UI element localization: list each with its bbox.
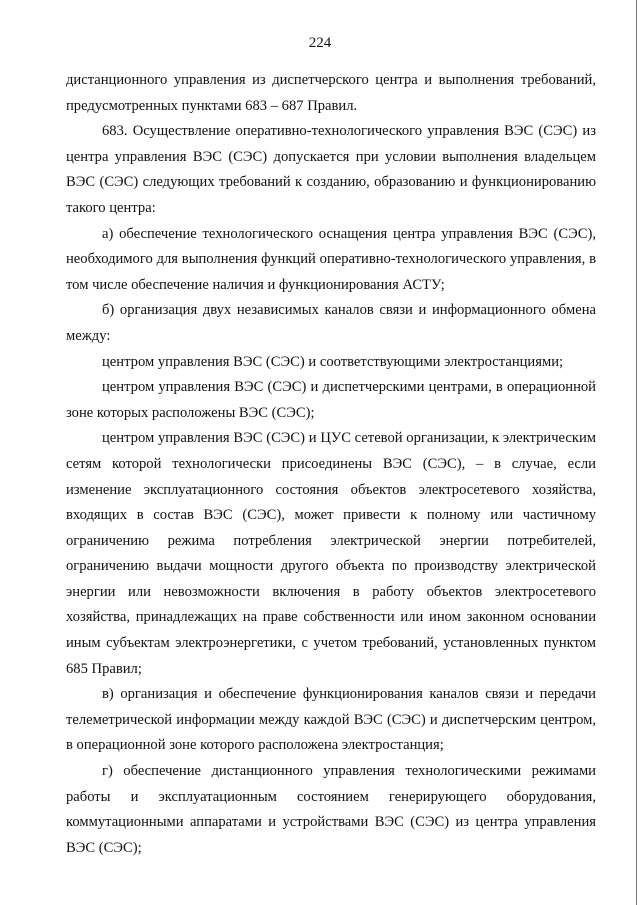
paragraph-sub-item-1: центром управления ВЭС (СЭС) и соответствующими электростанциями;: [102, 353, 564, 370]
paragraph-sub-item-2: центром управления ВЭС (СЭС) и диспетчерскими центрами, в операционной зоне которых расположены ВЭС (СЭС);: [66, 379, 596, 421]
paragraph-683: 683. Осуществление оперативно-технологического управления ВЭС (СЭС) из центра управления ВЭС (СЭС) допускается при условии выполнения владельцем ВЭС (СЭС) следующих требований к созданию, образованию и функционированию такого центра:: [66, 123, 596, 216]
paragraph-continuation: дистанционного управления из диспетчерского центра и выполнения требований, предусмотренных пунктами 683 – 687 Правил.: [66, 72, 596, 114]
paragraph-item-a: а) обеспечение технологического оснащения центра управления ВЭС (СЭС), необходимого для выполнения функций оперативно-технологического управления, в том числе обеспечение наличия и функционирования АСТУ;: [66, 225, 596, 293]
paragraph-item-v: в) организация и обеспечение функционирования каналов связи и передачи телеметрической информации между каждой ВЭС (СЭС) и диспетчерским центром, в операционной зоне которого расположена электростанция;: [66, 686, 596, 754]
paragraph-item-b: б) организация двух независимых каналов связи и информационного обмена между:: [66, 302, 596, 344]
page-number: 224: [308, 35, 332, 51]
paragraph-sub-item-3: центром управления ВЭС (СЭС) и ЦУС сетевой организации, к электрическим сетям которой технологически присоединены ВЭС (СЭС), – в случае, если изменение эксплуатационного состояния объектов электросетевого хозяйства, входящих в состав ВЭС (СЭС), может привести к полному или частичному ограничению режима потребления электрической энергии потребителей, ограничению выдачи мощности другого объекта по производству электрической энергии или невозможности включения в работу объектов электросетевого хозяйства, принадлежащих на праве собственности или ином законном основании иным субъектам электроэнергетики, с учетом требований, установленных пунктом 685 Правил;: [66, 430, 596, 677]
paragraph-item-g: г) обеспечение дистанционного управления технологическими режимами работы и эксплуатационным состоянием генерирующего оборудования, коммутационными аппаратами и устройствами ВЭС (СЭС) из центра управления ВЭС (СЭС);: [66, 763, 596, 856]
document-body: [66, 68, 596, 861]
scan-edge-line: [636, 0, 637, 905]
